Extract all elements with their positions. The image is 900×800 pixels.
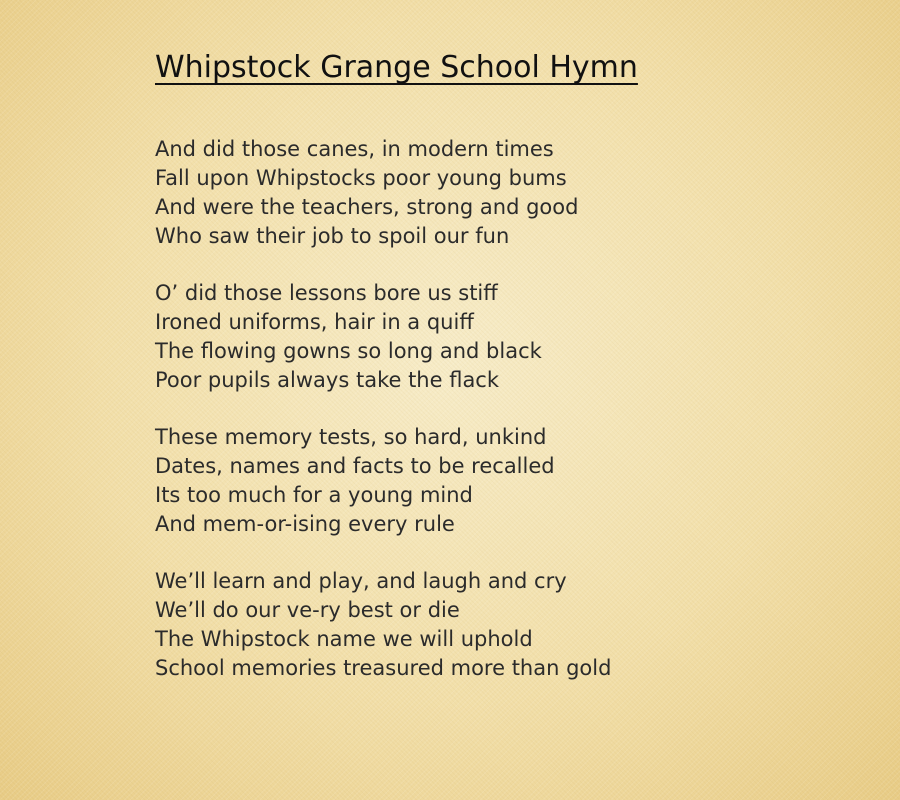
poem-line: Its too much for a young mind	[155, 483, 473, 507]
poem-line: The Whipstock name we will uphold	[155, 627, 533, 651]
poem-line: Ironed uniforms, hair in a quiff	[155, 310, 474, 334]
poem-line: Poor pupils always take the flack	[155, 368, 500, 392]
poem-title: Whipstock Grange School Hymn	[155, 50, 638, 85]
poem-line: These memory tests, so hard, unkind	[155, 425, 547, 449]
poem-line: Fall upon Whipstocks poor young bums	[155, 166, 567, 190]
poem-line: We’ll learn and play, and laugh and cry	[155, 569, 567, 593]
stanza-3	[155, 423, 555, 539]
poem-line: And mem-or-ising every rule	[155, 512, 455, 536]
stanza-2	[155, 279, 542, 395]
poem-line: We’ll do our ve-ry best or die	[155, 598, 460, 622]
stanza-1	[155, 135, 578, 251]
poem-line: O’ did those lessons bore us stiff	[155, 281, 498, 305]
poem-line: And were the teachers, strong and good	[155, 195, 579, 219]
poem-line: Dates, names and facts to be recalled	[155, 454, 555, 478]
poem-line: The flowing gowns so long and black	[155, 339, 542, 363]
poem-line: Who saw their job to spoil our fun	[155, 224, 510, 248]
poem-line: School memories treasured more than gold	[155, 656, 612, 680]
stanza-4	[155, 567, 611, 683]
poem-line: And did those canes, in modern times	[155, 137, 554, 161]
